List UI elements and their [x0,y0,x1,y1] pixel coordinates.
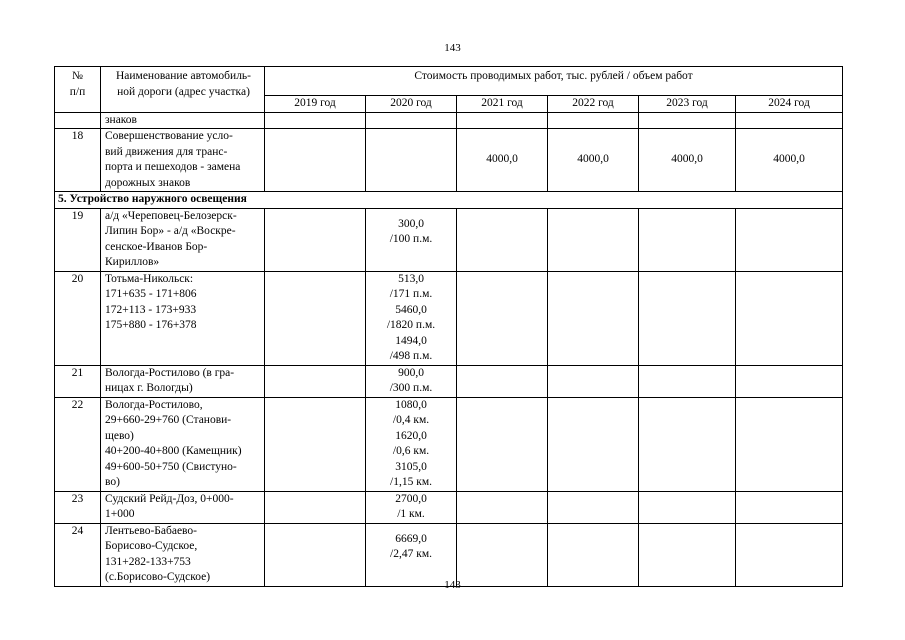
row-value-2020: 2700,0 /1 км. [366,491,457,523]
page-number-bottom: 143 [444,579,461,591]
row-value-2024: 4000,0 [736,129,843,192]
header-year-2020: 2020 год [366,96,457,113]
row-num: 21 [55,365,101,397]
row-value-2020: 300,0 /100 п.м. [366,208,457,271]
header-year-2022: 2022 год [548,96,639,113]
row-value-2020: 6669,0 /2,47 км. [366,523,457,586]
row-value-2022: 4000,0 [548,129,639,192]
row-num: 22 [55,397,101,491]
row-name: Тотьма-Никольск: 171+635 - 171+806 172+113 - 173+933 175+880 - 176+378 [101,271,265,365]
row-num: 19 [55,208,101,271]
table-row-23 [55,491,843,523]
header-num: № п/п [55,67,101,113]
header-cost: Стоимость проводимых работ, тыс. рублей / объем работ [265,67,843,96]
row-num: 18 [55,129,101,192]
row-name: Вологда-Ростилово (в гра- ницах г. Вологды) [101,365,265,397]
row-value-2020: 513,0 /171 п.м. 5460,0 /1820 п.м. 1494,0 /498 п.м. [366,271,457,365]
row-value-2023: 4000,0 [639,129,736,192]
row-num: 23 [55,491,101,523]
row-value-2021: 4000,0 [457,129,548,192]
header-year-2021: 2021 год [457,96,548,113]
row-name: а/д «Череповец-Белозерск- Липин Бор» - а/д «Воскре- сенское-Иванов Бор- Кириллов» [101,208,265,271]
table-row-continued [55,112,843,129]
works-cost-table [54,66,843,587]
table-row-21 [55,365,843,397]
row-name: Судский Рейд-Доз, 0+000- 1+000 [101,491,265,523]
header-year-2019: 2019 год [265,96,366,113]
header-year-2023: 2023 год [639,96,736,113]
header-year-2024: 2024 год [736,96,843,113]
section-title: 5. Устройство наружного освещения [55,192,843,209]
header-road-name: Наименование автомобиль- ной дороги (адрес участка) [101,67,265,113]
header-row [55,67,843,96]
row-name: Лентьево-Бабаево- Борисово-Судское, 131+282-133+753 (с.Борисово-Судское) [101,523,265,586]
table-row-22 [55,397,843,491]
table-row-20 [55,271,843,365]
row-name: знаков [101,112,265,129]
row-num: 20 [55,271,101,365]
row-name: Совершенствование усло- вий движения для транс- порта и пешеходов - замена дорожных знаков [101,129,265,192]
row-num: 24 [55,523,101,586]
table-row-24 [55,523,843,586]
row-value-2020: 1080,0 /0,4 км. 1620,0 /0,6 км. 3105,0 /1,15 км. [366,397,457,491]
row-value-2020: 900,0 /300 п.м. [366,365,457,397]
row-name: Вологда-Ростилово, 29+660-29+760 (Станови- щево) 40+200-40+800 (Камещник) 49+600-50+750 (Свистуно- во) [101,397,265,491]
page-number-top: 143 [444,42,461,54]
section-row [55,192,843,209]
table-row-19 [55,208,843,271]
table-row-18 [55,129,843,192]
